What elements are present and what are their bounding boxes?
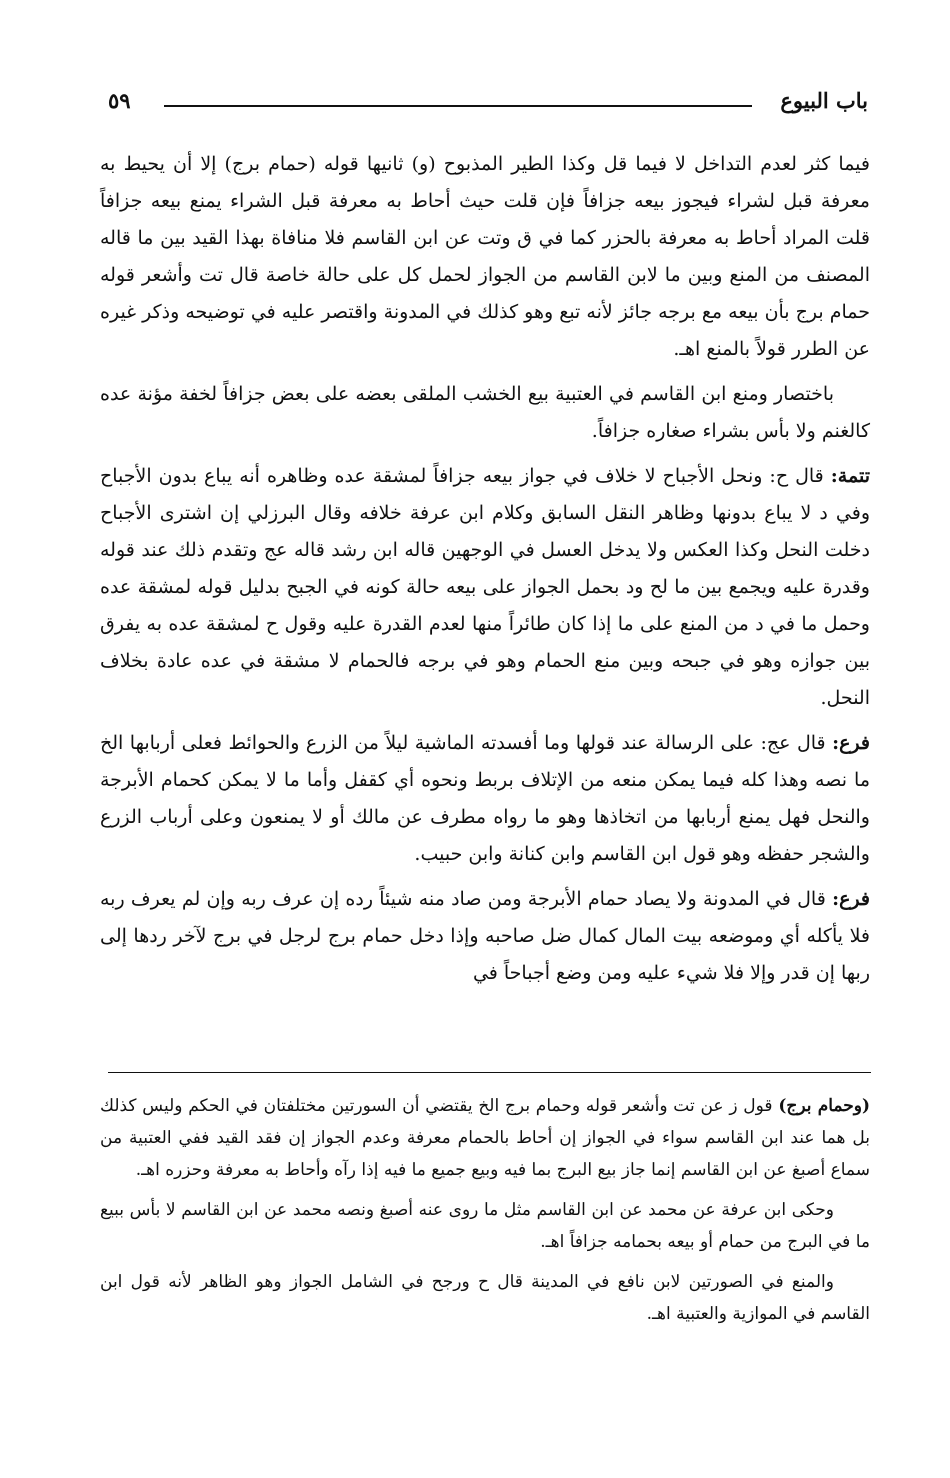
note-text: قول ز عن تت وأشعر قوله وحمام برج الخ يقتضي أن السورتين مختلفتان في الحكم وليس كذلك بل هما عند ابن القاسم سواء في الجواز إن أحاط بالحمام معرفة وعدم الجواز إن فقد القيد ففي العتبية من سماع أصبغ عن ابن القاسم إنما جاز بيع البرج بما فيه وبيع جميع ما فيه إذا رآه وأحاط به معرفة وحزره اهـ.: [100, 1096, 870, 1180]
paragraph-text: باختصار ومنع ابن القاسم في العتبية بيع الخشب الملقى بعضه على بعض جزافاً لخفة مؤنة عده كالغنم ولا بأس بشراء صغاره جزافاً.: [100, 383, 870, 442]
header-rule: [164, 105, 752, 107]
paragraph-text: فيما كثر لعدم التداخل لا فيما قل وكذا الطير المذبوح (و) ثانيها قوله (حمام برج) إلا أن يحيط به معرفة قبل لشراء فيجوز بيعه جزافاً فإن قلت حيث أحاط به معرفة قبل الشراء يمنع بيعه جزافاً قلت المراد أحاط به معرفة بالحزر كما في ق وتت عن ابن القاسم فلا منافاة بهذا القيد بين ما قاله المصنف من المنع وبين ما لابن القاسم من الجواز لحمل كل على حالة خاصة قال تت وأشعر قوله حمام برج بأن بيعه مع برجه جائز لأنه تبع وهو كذلك في المدونة واقتصر عليه في توضيحه وذكر غيره عن الطرر قولاً بالمنع اهـ.: [100, 153, 870, 360]
paragraph-lead: فرع:: [832, 888, 870, 910]
paragraph-text: قال في المدونة ولا يصاد حمام الأبرجة ومن صاد منه شيئاً رده إن عرف ربه وإن لم يعرف ربه فلا يأكله أي وموضعه بيت المال كمال ضل صاحبه وإذا دخل حمام برج لرجل في برج لآخر ردها إلى ربها إن قدر وإلا فلا شيء عليه ومن وضع أجباحاً في: [100, 888, 870, 984]
paragraph-far-2: [100, 881, 870, 992]
paragraph-text: قال ح: ونحل الأجباح لا خلاف في جواز بيعه جزافاً لمشقة عده وظاهره أنه يباع بدون الأجباح وفي د لا يباع بدونها وظاهر النقل السابق وكلام ابن عرفة خلافه وقال البرزلي إن اشترى الأجباح دخلت النحل وكذا العكس ولا يدخل العسل في الوجهين قاله ابن رشد قاله عج وتقدم ذلك عند قوله وقدرة عليه ويجمع بين ما لح ود بحمل الجواز على بيعه حالة كونه في الجبح بدليل قوله لمشقة عده وحمل ما في د من المنع على ما إذا كان طائراً منها لعدم القدرة عليه وقول ح لمشقة عده به يفرق بين جوازه وهو في جبحه وبين منع الحمام وهو في برجه فالحمام لا مشقة في عده عادة بخلاف النحل.: [100, 465, 870, 709]
paragraph-text: قال عج: على الرسالة عند قولها وما أفسدته الماشية ليلاً من الزرع والحوائط فعلى أربابها الخ ما نصه وهذا كله فيما يمكن منعه من الإتلاف بربط ونحوه أي كقفل وأما ما لا يمكن كحمام الأبرجة والنحل فهل يمنع أربابها من اتخاذها وهو ما رواه مطرف عن مالك أو لا يمنعون وعلى أرباب الزرع والشجر حفظه وهو قول ابن القاسم وابن كنانة وابن حبيب.: [100, 732, 870, 865]
footnotes: [100, 1090, 870, 1338]
footnote-separator: [108, 1072, 871, 1073]
main-text: [100, 146, 870, 1000]
note-3: [100, 1266, 870, 1330]
page-number: ٥٩: [108, 88, 131, 113]
paragraph-2: [100, 376, 870, 450]
paragraph-far-1: [100, 725, 870, 873]
paragraph-1: [100, 146, 870, 368]
note-text: والمنع في الصورتين لابن نافع في المدينة قال ح ورجح في الشامل الجواز وهو الظاهر لأنه قول ابن القاسم في الموازية والعتبية اهـ.: [100, 1272, 870, 1324]
running-header: [108, 88, 868, 120]
paragraph-lead: تتمة:: [830, 465, 870, 487]
note-2: [100, 1194, 870, 1258]
note-lead: (وحمام برج): [778, 1096, 871, 1116]
chapter-title: باب البيوع: [780, 88, 868, 113]
note-1: [100, 1090, 870, 1186]
note-text: وحكى ابن عرفة عن محمد عن ابن القاسم مثل ما روى عنه أصبغ ونصه محمد عن ابن القاسم لا بأس ببيع ما في البرج من حمام أو بيعه بحمامه جزافاً اهـ.: [100, 1200, 870, 1252]
paragraph-tatimma: [100, 458, 870, 717]
paragraph-lead: فرع:: [832, 732, 870, 754]
